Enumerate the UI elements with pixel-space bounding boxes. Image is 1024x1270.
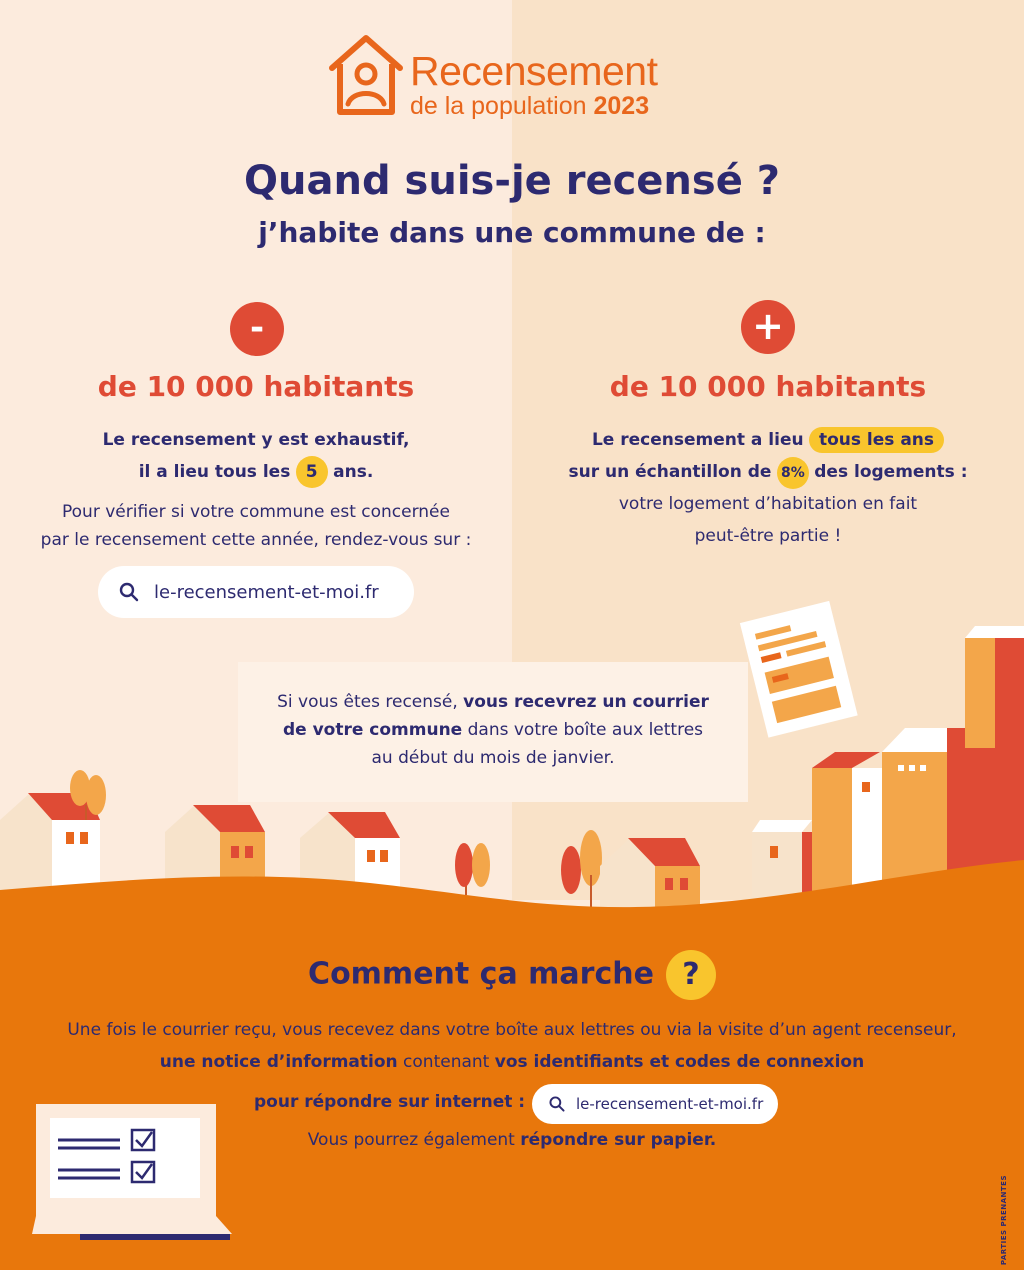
search-icon (118, 581, 140, 603)
logo-subtitle: de la population 2023 (410, 92, 650, 120)
bottom-url-text: le-recensement-et-moi.fr (576, 1095, 764, 1113)
how-line-3: pour répondre sur internet : (254, 1092, 526, 1112)
courrier-line-3: au début du mois de janvier. (371, 748, 615, 768)
left-text-3: Pour vérifier si votre commune est concernée (62, 502, 450, 522)
laptop-checklist-icon (30, 1104, 235, 1244)
every-year-badge: tous les ans (809, 427, 944, 453)
bottom-url-search-box[interactable] (532, 1084, 778, 1124)
left-text-1: Le recensement y est exhaustif, (102, 430, 410, 450)
left-url-search-box[interactable] (98, 566, 414, 618)
left-text-2: il a lieu tous les 5 ans. (0, 456, 512, 488)
right-text-4: peut-être partie ! (694, 526, 842, 546)
right-habitants-title: de 10 000 habitants (609, 370, 927, 403)
logo-year: 2023 (593, 92, 650, 120)
minus-icon: - (230, 302, 284, 356)
plus-icon: + (741, 300, 795, 354)
page-title: Quand suis-je recensé ? (244, 158, 780, 204)
left-text-4: par le recensement cette année, rendez-vous sur : (40, 530, 472, 550)
right-text-1: Le recensement a lieu tous les ans (512, 424, 1024, 456)
how-it-works-title: Comment ça marche ? (0, 950, 1024, 1000)
left-url-text: le-recensement-et-moi.fr (154, 581, 379, 603)
eight-percent-badge: 8% (777, 457, 809, 489)
how-line-2: une notice d’information contenant vos identifiants et codes de connexion (159, 1052, 865, 1072)
right-text-3: votre logement d’habitation en fait (618, 494, 918, 514)
left-habitants-title: de 10 000 habitants (97, 370, 415, 403)
logo-title: Recensement (410, 48, 658, 94)
question-mark-icon: ? (666, 950, 716, 1000)
search-icon (548, 1095, 566, 1113)
courrier-line-1: Si vous êtes recensé, vous recevrez un courrier (277, 692, 709, 712)
how-line-1: Une fois le courrier reçu, vous recevez dans votre boîte aux lettres ou via la visite d’un agent recenseur, (67, 1020, 957, 1040)
courrier-line-2: de votre commune dans votre boîte aux lettres (282, 720, 704, 740)
house-person-logo-icon (328, 32, 404, 118)
five-badge: 5 (296, 456, 328, 488)
side-credit: PARTIES PRENANTES (1000, 1175, 1008, 1266)
right-text-2: sur un échantillon de 8% des logements : (512, 456, 1024, 489)
how-line-4: Vous pourrez également répondre sur papier. (307, 1130, 717, 1150)
page-subtitle: j’habite dans une commune de : (258, 216, 766, 249)
